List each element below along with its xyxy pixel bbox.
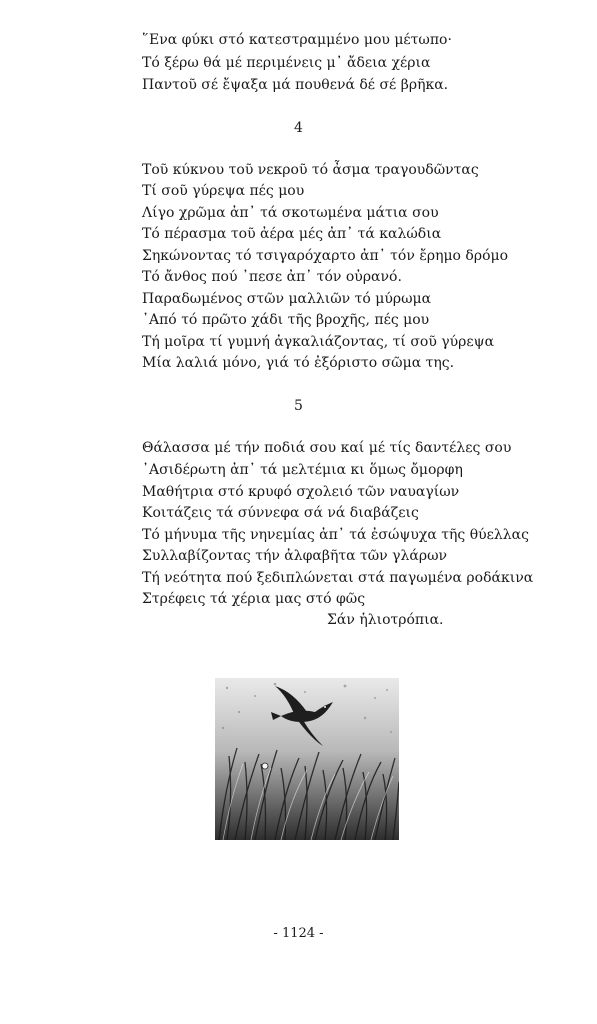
poem-line: Συλλαβίζοντας τήν ἀλφαβῆτα τῶν γλάρων [142,548,447,564]
poem-line: ᾽Από τό πρῶτο χάδι τῆς βροχῆς, πές μου [142,312,430,328]
page-number: - 1124 - [273,926,324,941]
poem-line: Τό ἄνθος πού ᾽πεσε ἀπ᾽ τόν οὐρανό. [142,269,402,285]
bird-illustration [215,678,399,840]
poem-line: Τό ξέρω θά μέ περιμένεις μ᾽ ἄδεια χέρια [142,55,431,71]
poem-line: Τί σοῦ γύρεψα πές μου [142,183,305,199]
poem-line: Λίγο χρῶμα ἀπ᾽ τά σκοτωμένα μάτια σου [142,205,439,221]
poem-line: Θάλασσα μέ τήν ποδιά σου καί μέ τίς δαντέλες σου [142,440,512,456]
poem-line: ῞Ενα φύκι στό κατεστραμμένο μου μέτωπο· [142,32,452,48]
poem-line: Τή μοῖρα τί γυμνή ἀγκαλιάζοντας, τί σοῦ γύρεψα [142,334,495,350]
poem-line: Τή νεότητα πού ξεδιπλώνεται στά παγωμένα ροδάκινα [142,570,534,586]
poem-line: Παντοῦ σέ ἔψαξα μά πουθενά δέ σέ βρῆκα. [142,77,449,93]
poem-line: Κοιτάζεις τά σύννεφα σά νά διαβάζεις [142,505,419,521]
poem-line: Τοῦ κύκνου τοῦ νεκροῦ τό ἆσμα τραγουδῶντας [142,162,479,178]
poem-line: ᾽Ασιδέρωτη ἀπ᾽ τά μελτέμια κι ὅμως ὄμορφη [142,462,463,478]
poem-line: Παραδωμένος στῶν μαλλιῶν τό μύρωμα [142,291,432,307]
section-number: 4 [294,120,303,136]
poem-line: Μία λαλιά μόνο, γιά τό ἐξόριστο σῶμα της. [142,355,455,371]
section-number: 5 [294,398,303,414]
poem-line: Στρέφεις τά χέρια μας στό φῶς [142,591,366,607]
poem-closing-line: Σάν ἡλιοτρόπια. [327,612,444,628]
poem-line: Τό πέρασμα τοῦ ἀέρα μές ἀπ᾽ τά καλώδια [142,226,442,242]
poem-line: Τό μήνυμα τῆς νηνεμίας ἀπ᾽ τά ἐσώψυχα τῆς θύελλας [142,527,529,543]
poem-line: Μαθήτρια στό κρυφό σχολειό τῶν ναυαγίων [142,484,460,500]
poem-line: Σηκώνοντας τό τσιγαρόχαρτο ἀπ᾽ τόν ἔρημο δρόμο [142,248,509,264]
